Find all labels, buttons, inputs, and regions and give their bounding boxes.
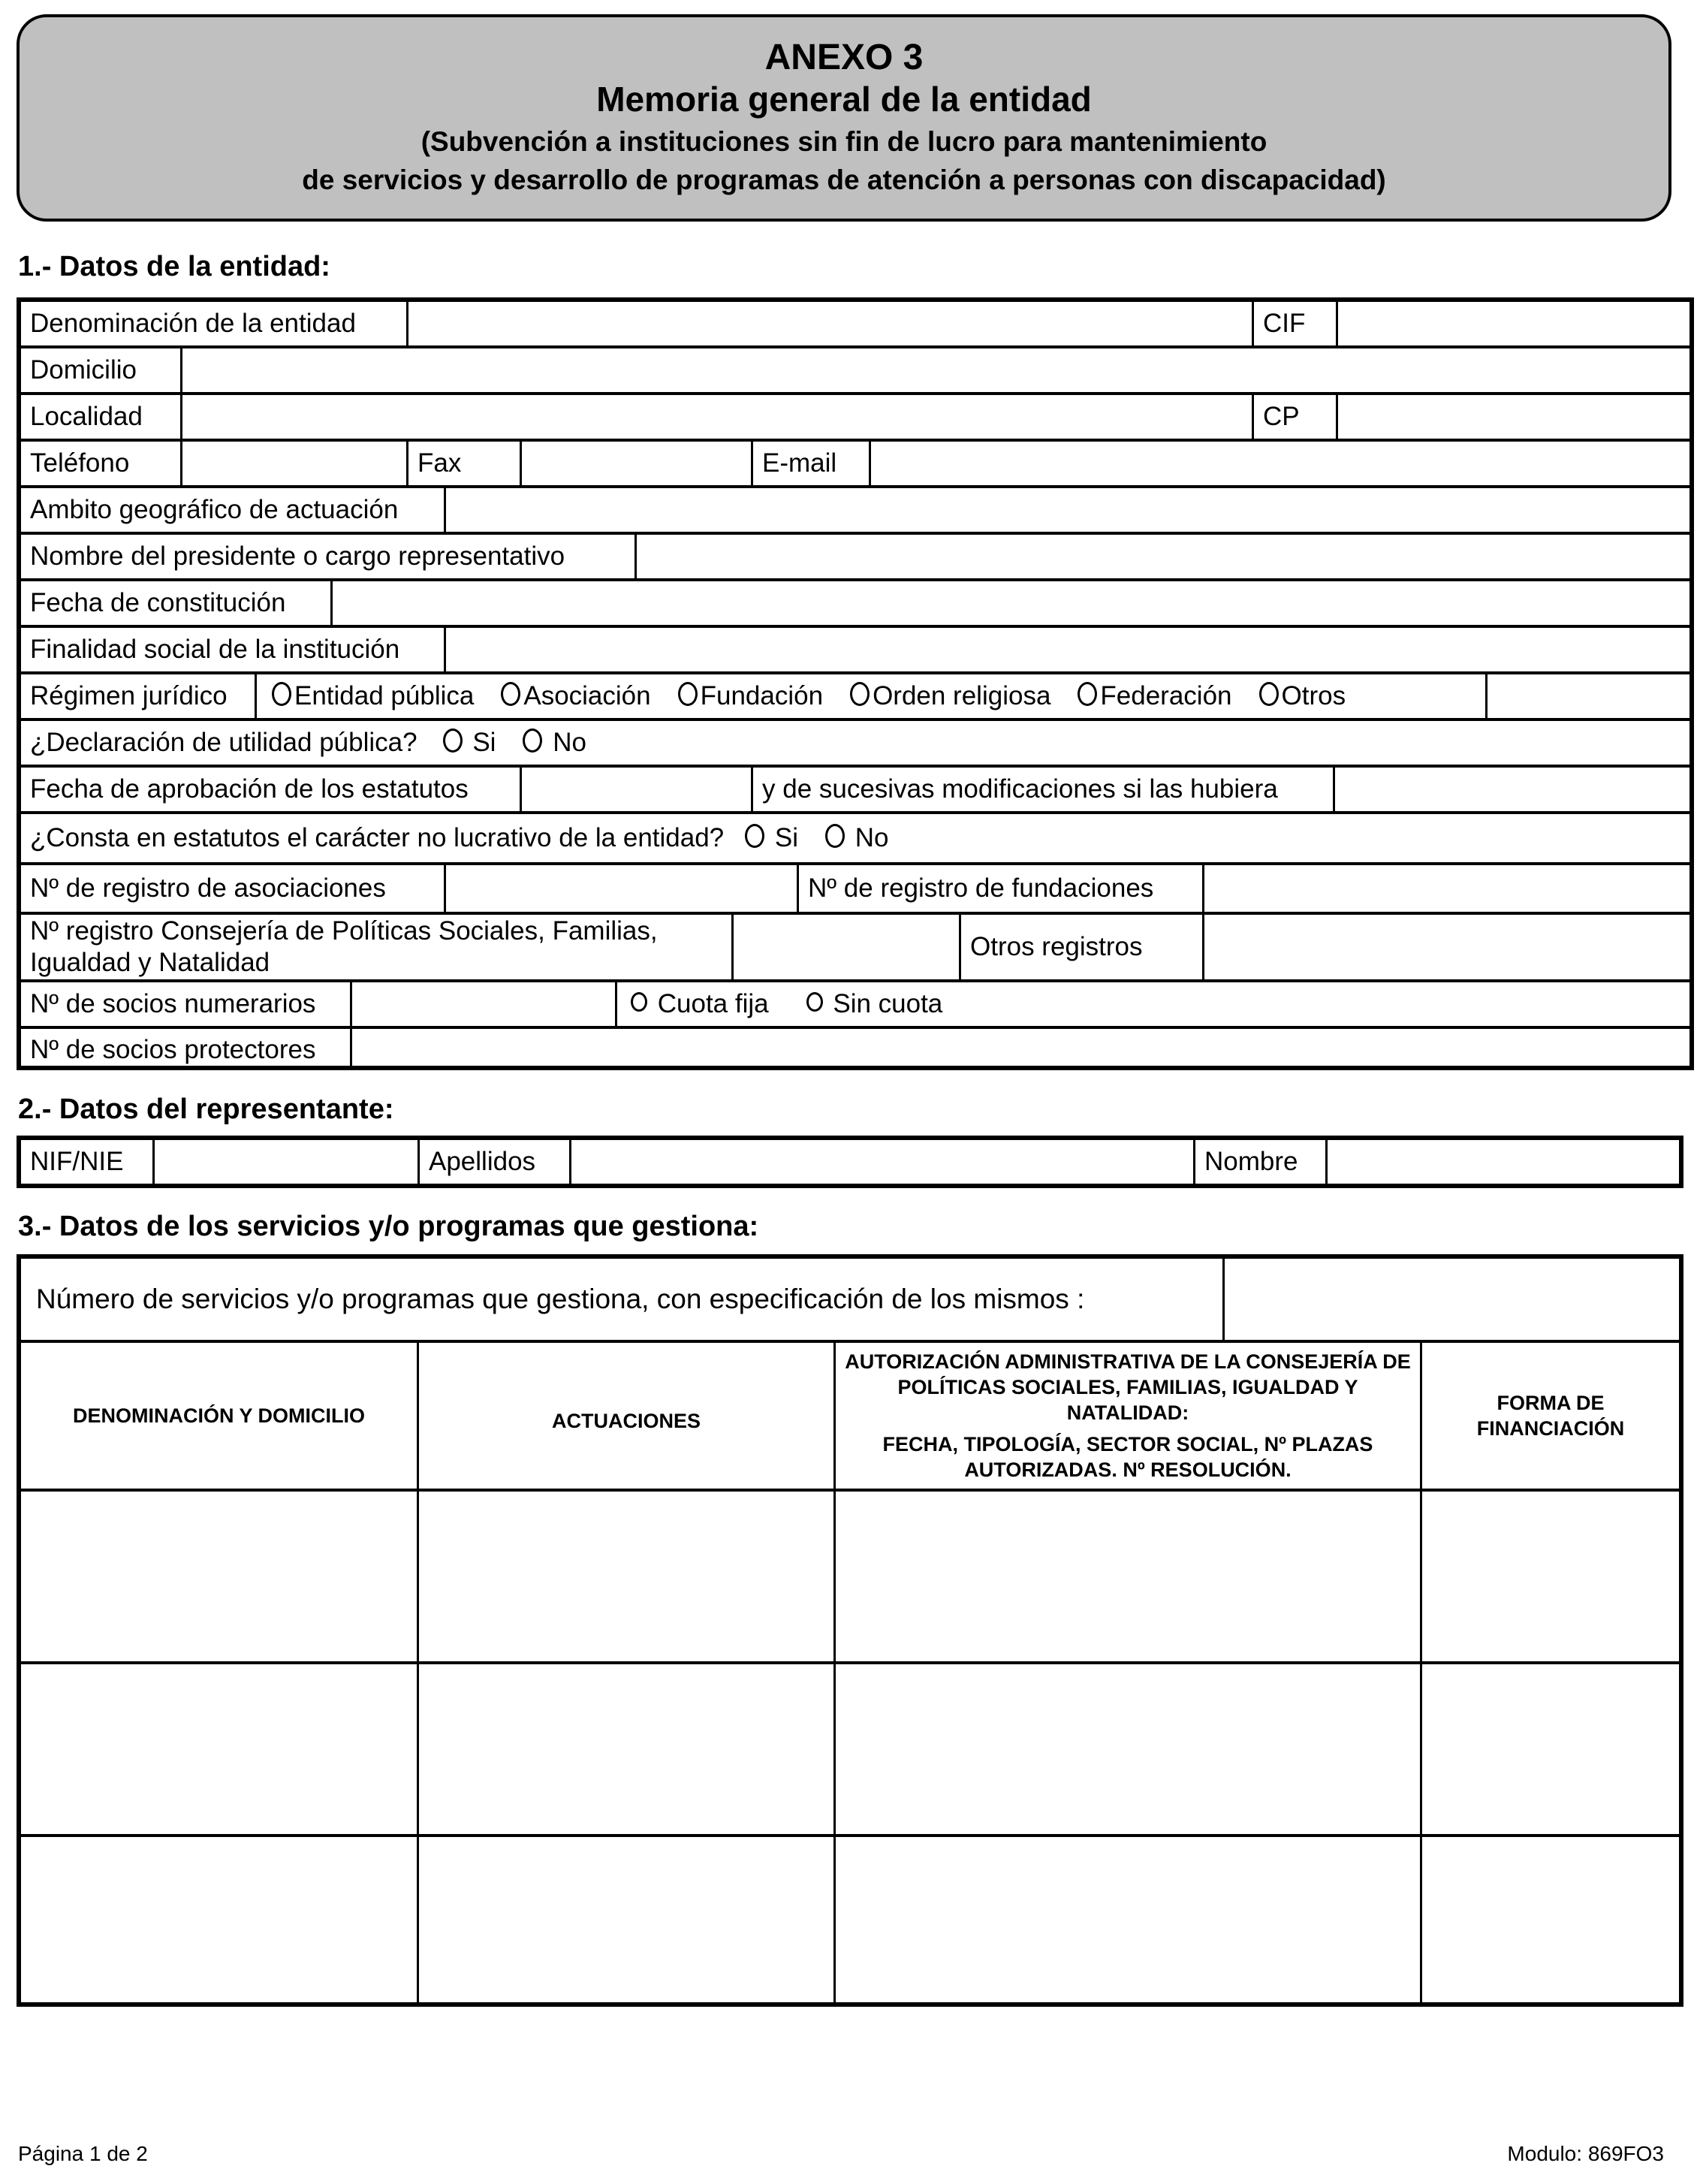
row-socios-protectores bbox=[21, 1029, 1689, 1070]
row-contacto bbox=[21, 442, 1689, 488]
radio-icon[interactable] bbox=[1259, 682, 1279, 706]
cp-field[interactable] bbox=[1338, 395, 1689, 439]
option-label: Entidad pública bbox=[294, 681, 475, 710]
socios-numerarios-label: Nº de socios numerarios bbox=[21, 982, 352, 1026]
presidente-field[interactable] bbox=[637, 535, 1689, 578]
row-denominacion bbox=[21, 302, 1689, 348]
cuota-option-sin[interactable] bbox=[806, 989, 943, 1019]
document-subtitle-line1: (Subvención a instituciones sin fin de lucro para mantenimiento bbox=[420, 126, 1267, 157]
radio-icon[interactable] bbox=[1078, 682, 1097, 706]
radio-icon[interactable] bbox=[825, 824, 845, 848]
fecha-aprobacion-label: Fecha de aprobación de los estatutos bbox=[21, 768, 522, 811]
cell-actuaciones[interactable] bbox=[419, 1492, 836, 1661]
cell-denominacion[interactable] bbox=[21, 1837, 419, 2002]
cell-autorizacion[interactable] bbox=[836, 1664, 1422, 1834]
representative-table bbox=[17, 1136, 1683, 1188]
reg-asociaciones-label: Nº de registro de asociaciones bbox=[21, 865, 446, 912]
cell-financiacion[interactable] bbox=[1422, 1664, 1679, 1834]
document-subtitle-line2: de servicios y desarrollo de programas de atención a personas con discapacidad) bbox=[302, 164, 1386, 195]
autorizacion-title: AUTORIZACIÓN ADMINISTRATIVA DE LA CONSEJERÍA DE POLÍTICAS SOCIALES, FAMILIAS, IGUALDAD Y NATALIDAD: bbox=[845, 1350, 1411, 1424]
regimen-option-federacion[interactable] bbox=[1078, 681, 1231, 711]
section2-title: 2.- Datos del representante: bbox=[18, 1094, 394, 1125]
cuota-options bbox=[617, 982, 1689, 1026]
option-label: Otros bbox=[1281, 681, 1346, 710]
row-finalidad bbox=[21, 628, 1689, 674]
localidad-field[interactable] bbox=[182, 395, 1254, 439]
option-label: Si bbox=[774, 823, 799, 852]
radio-icon[interactable] bbox=[806, 992, 823, 1012]
option-label: Orden religiosa bbox=[873, 681, 1051, 710]
domicilio-field[interactable] bbox=[182, 348, 1689, 392]
column-header-denominacion: DENOMINACIÓN Y DOMICILIO bbox=[21, 1343, 419, 1489]
regimen-label: Régimen jurídico bbox=[21, 674, 257, 718]
column-header-autorizacion bbox=[836, 1343, 1422, 1489]
option-label: Asociación bbox=[523, 681, 651, 710]
option-label: Fundación bbox=[700, 681, 824, 710]
consta-option-no[interactable] bbox=[825, 823, 888, 853]
regimen-otros-field[interactable] bbox=[1488, 674, 1689, 718]
section1-title: 1.- Datos de la entidad: bbox=[18, 251, 330, 282]
modificaciones-field[interactable] bbox=[1335, 768, 1689, 811]
row-consta bbox=[21, 814, 1689, 865]
radio-icon[interactable] bbox=[501, 682, 520, 706]
regimen-option-entidad-publica[interactable] bbox=[272, 681, 474, 711]
autorizacion-subtext: FECHA, TIPOLOGÍA, SECTOR SOCIAL, Nº PLAZAS AUTORIZADAS. Nº RESOLUCIÓN. bbox=[882, 1433, 1373, 1481]
services-header-row bbox=[21, 1343, 1679, 1492]
socios-protectores-label: Nº de socios protectores bbox=[21, 1029, 352, 1070]
option-label: Federación bbox=[1100, 681, 1232, 710]
radio-icon[interactable] bbox=[443, 729, 463, 753]
radio-icon[interactable] bbox=[850, 682, 870, 706]
cell-autorizacion[interactable] bbox=[836, 1492, 1422, 1661]
row-localidad bbox=[21, 395, 1689, 442]
cif-label: CIF bbox=[1254, 302, 1338, 345]
apellidos-field[interactable] bbox=[571, 1140, 1195, 1184]
fax-label: Fax bbox=[408, 442, 522, 485]
regimen-option-asociacion[interactable] bbox=[501, 681, 650, 711]
declaracion-label: ¿Declaración de utilidad pública? bbox=[30, 728, 417, 757]
nombre-field[interactable] bbox=[1328, 1140, 1679, 1184]
finalidad-label: Finalidad social de la institución bbox=[21, 628, 446, 671]
option-label: Cuota fija bbox=[657, 989, 769, 1018]
row-regimen bbox=[21, 674, 1689, 721]
radio-icon[interactable] bbox=[523, 729, 542, 753]
table-row bbox=[21, 1664, 1679, 1837]
numero-servicios-field[interactable] bbox=[1225, 1259, 1679, 1340]
cp-label: CP bbox=[1254, 395, 1338, 439]
presidente-label: Nombre del presidente o cargo representativo bbox=[21, 535, 637, 578]
reg-asociaciones-field[interactable] bbox=[446, 865, 799, 912]
cif-field[interactable] bbox=[1338, 302, 1689, 345]
numero-servicios-label: Número de servicios y/o programas que gestiona, con especificación de los mismos : bbox=[21, 1259, 1225, 1340]
ambito-field[interactable] bbox=[446, 488, 1689, 532]
module-code: Modulo: 869FO3 bbox=[1507, 2142, 1664, 2165]
option-label: Sin cuota bbox=[833, 989, 943, 1018]
modificaciones-label: y de sucesivas modificaciones si las hubiera bbox=[753, 768, 1335, 811]
row-consejeria bbox=[21, 915, 1689, 982]
row-representante bbox=[21, 1140, 1679, 1184]
regimen-option-fundacion[interactable] bbox=[678, 681, 823, 711]
apellidos-label: Apellidos bbox=[420, 1140, 571, 1184]
reg-fundaciones-field[interactable] bbox=[1204, 865, 1689, 912]
domicilio-label: Domicilio bbox=[21, 348, 182, 392]
socios-numerarios-field[interactable] bbox=[352, 982, 617, 1026]
socios-protectores-field[interactable] bbox=[352, 1029, 1689, 1070]
row-presidente bbox=[21, 535, 1689, 581]
row-socios-numerarios bbox=[21, 982, 1689, 1029]
cuota-option-fija[interactable] bbox=[631, 989, 769, 1019]
denominacion-label: Denominación de la entidad bbox=[21, 302, 408, 345]
column-header-financiacion: FORMA DE FINANCIACIÓN bbox=[1476, 1392, 1625, 1440]
reg-consejeria-label: Nº registro Consejería de Políticas Sociales, Familias, Igualdad y Natalidad bbox=[21, 915, 734, 979]
nombre-label: Nombre bbox=[1195, 1140, 1328, 1184]
column-header-actuaciones: ACTUACIONES bbox=[419, 1343, 836, 1489]
option-label: Si bbox=[472, 728, 496, 757]
reg-consejeria-field[interactable] bbox=[734, 915, 961, 979]
row-registros bbox=[21, 865, 1689, 915]
consta-question bbox=[21, 814, 1689, 862]
reg-fundaciones-label: Nº de registro de fundaciones bbox=[799, 865, 1204, 912]
document-header bbox=[17, 14, 1671, 222]
section3-title: 3.- Datos de los servicios y/o programas que gestiona: bbox=[18, 1211, 759, 1242]
telefono-label: Teléfono bbox=[21, 442, 182, 485]
row-numero-servicios bbox=[21, 1259, 1679, 1343]
email-label: E-mail bbox=[753, 442, 871, 485]
cell-actuaciones[interactable] bbox=[419, 1664, 836, 1834]
radio-icon[interactable] bbox=[745, 824, 764, 848]
services-table bbox=[17, 1254, 1683, 2007]
localidad-label: Localidad bbox=[21, 395, 182, 439]
document-title: Memoria general de la entidad bbox=[596, 80, 1092, 119]
consta-label: ¿Consta en estatutos el carácter no lucrativo de la entidad? bbox=[30, 823, 725, 852]
nif-field[interactable] bbox=[155, 1140, 420, 1184]
row-estatutos bbox=[21, 768, 1689, 814]
annex-number: ANEXO 3 bbox=[764, 38, 924, 77]
option-label: No bbox=[553, 728, 586, 757]
cell-financiacion[interactable] bbox=[1422, 1492, 1679, 1661]
otros-registros-field[interactable] bbox=[1204, 915, 1689, 979]
row-ambito bbox=[21, 488, 1689, 535]
finalidad-field[interactable] bbox=[446, 628, 1689, 671]
fax-field[interactable] bbox=[522, 442, 753, 485]
fecha-constitucion-field[interactable] bbox=[333, 581, 1689, 625]
page-number: Página 1 de 2 bbox=[18, 2142, 148, 2165]
fecha-constitucion-label: Fecha de constitución bbox=[21, 581, 333, 625]
radio-icon[interactable] bbox=[678, 682, 698, 706]
email-field[interactable] bbox=[871, 442, 1689, 485]
table-row bbox=[21, 1837, 1679, 2002]
ambito-label: Ambito geográfico de actuación bbox=[21, 488, 446, 532]
entity-data-table bbox=[17, 297, 1694, 1070]
cell-denominacion[interactable] bbox=[21, 1492, 419, 1661]
telefono-field[interactable] bbox=[182, 442, 408, 485]
table-row bbox=[21, 1492, 1679, 1664]
denominacion-field[interactable] bbox=[408, 302, 1254, 345]
fecha-aprobacion-field[interactable] bbox=[522, 768, 753, 811]
regimen-option-orden-religiosa[interactable] bbox=[850, 681, 1050, 711]
row-declaracion bbox=[21, 721, 1689, 768]
declaracion-question bbox=[21, 721, 1689, 765]
radio-icon[interactable] bbox=[272, 682, 291, 706]
declaracion-option-no[interactable] bbox=[523, 728, 586, 758]
radio-icon[interactable] bbox=[631, 992, 647, 1012]
cell-autorizacion[interactable] bbox=[836, 1837, 1422, 2002]
cell-financiacion[interactable] bbox=[1422, 1837, 1679, 2002]
cell-actuaciones[interactable] bbox=[419, 1837, 836, 2002]
regimen-option-otros[interactable] bbox=[1259, 681, 1346, 711]
otros-registros-label: Otros registros bbox=[961, 915, 1204, 979]
consta-option-si[interactable] bbox=[745, 823, 798, 853]
row-domicilio bbox=[21, 348, 1689, 395]
nif-label: NIF/NIE bbox=[21, 1140, 155, 1184]
option-label: No bbox=[855, 823, 889, 852]
row-fecha-constitucion bbox=[21, 581, 1689, 628]
regimen-options bbox=[257, 674, 1488, 718]
declaracion-option-si[interactable] bbox=[443, 728, 496, 758]
cell-denominacion[interactable] bbox=[21, 1664, 419, 1834]
